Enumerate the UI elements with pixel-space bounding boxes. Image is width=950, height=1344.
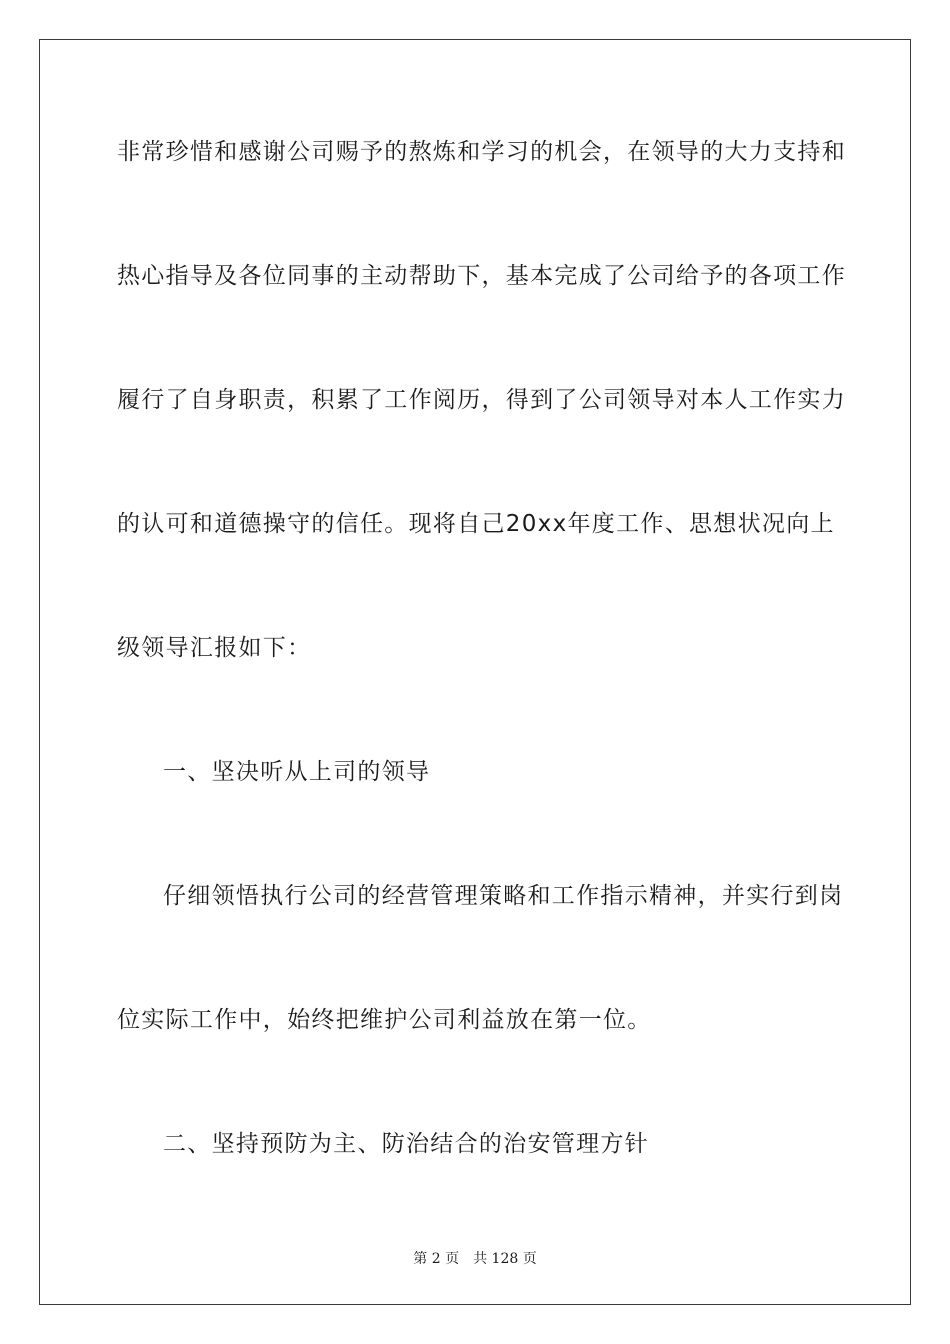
paragraph-line-6: 仔细领悟执行公司的经营管理策略和工作指示精神，并实行到岗	[163, 883, 844, 909]
section-heading-1: 一、坚决听从上司的领导	[163, 759, 431, 785]
paragraph-line-3: 履行了自身职责，积累了工作阅历，得到了公司领导对本人工作实力	[117, 387, 846, 413]
page-border	[39, 39, 911, 1305]
paragraph-line-4: 的认可和道德操守的信任。现将自己20xx年度工作、思想状况向上	[117, 511, 835, 537]
paragraph-line-1: 非常珍惜和感谢公司赐予的熬炼和学习的机会，在领导的大力支持和	[117, 139, 846, 165]
section-heading-2: 二、坚持预防为主、防治结合的治安管理方针	[163, 1131, 649, 1157]
page-footer: 第 2 页 共 128 页	[413, 1251, 537, 1267]
paragraph-line-2: 热心指导及各位同事的主动帮助下，基本完成了公司给予的各项工作	[117, 263, 846, 289]
paragraph-line-7: 位实际工作中，始终把维护公司利益放在第一位。	[117, 1007, 652, 1033]
paragraph-line-5: 级领导汇报如下：	[117, 635, 312, 661]
